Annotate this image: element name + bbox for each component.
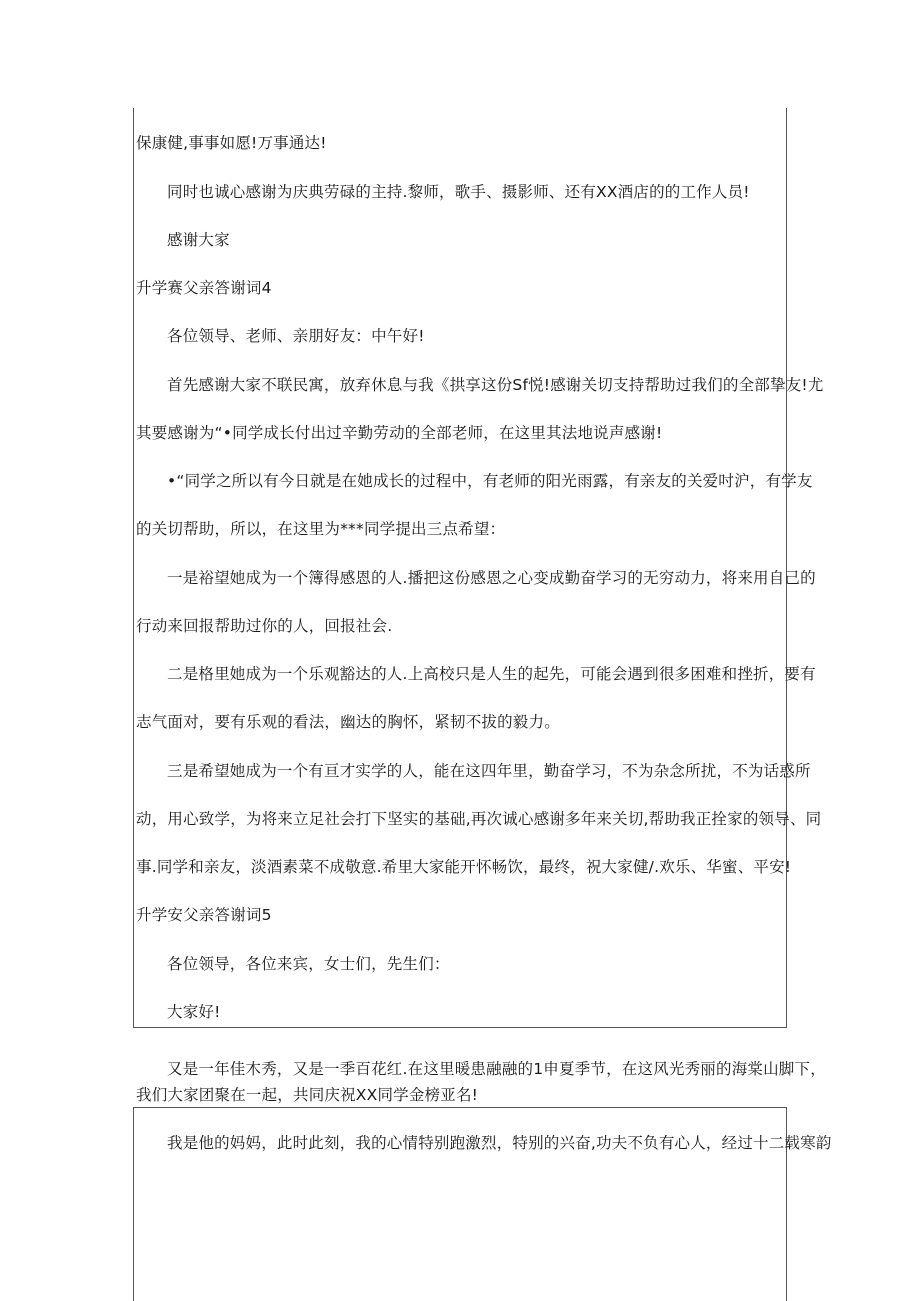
paragraph-line: 同时也诚心感谢为庆典劳碌的主持.黎师，歌手、摄影师、还有XX酒店的的工作人员! (167, 183, 750, 201)
paragraph-line: 又是一年佳木秀，又是一季百花红.在这里暖患融融的1申夏季节，在这风光秀丽的海棠山脚下， (167, 1060, 826, 1078)
paragraph-line: 志气面对，要有乐观的看法，幽达的胸怀，紧韧不拔的毅力。 (136, 713, 560, 731)
paragraph-line: 动，用心致学，为将来立足社会打下坚实的基础,再次诚心感谢多年来关切,帮助我正拴家的领导、同 (136, 810, 822, 828)
paragraph-line: 大家好! (167, 1003, 221, 1021)
paragraph-line: 一是裕望她成为一个簿得感恩的人.播把这份感恩之心变成勤奋学习的无穷动力，将来用自己的 (167, 569, 816, 587)
paragraph-line: 事.同学和亲友，淡酒素菜不成敬意.希里大家能开怀畅饮，最终，祝大家健/.欢乐、华蜜、平安! (136, 858, 792, 876)
section-heading: 升学安父亲答谢词5 (136, 906, 272, 924)
paragraph-line: 二是格里她成为一个乐观豁达的人.上高校只是人生的起先，可能会遇到很多困难和挫折，要有 (167, 665, 816, 683)
paragraph-line: 行动来回报帮助过你的人，回报社会. (136, 617, 393, 635)
paragraph-line: 三是希望她成为一个有亘才实学的人，能在这四年里，勤奋学习，不为杂念所扰，不为话惑所 (167, 762, 811, 780)
paragraph-line: 保康健,事事如愿!万事通达! (136, 134, 327, 152)
paragraph-line: 首先感谢大家不联民寓，放弃休息与我《拱享这份Sf悦!感谢关切支持帮助过我们的全部挚友!尤 (167, 376, 824, 394)
paragraph-line: 各位领导，各位来宾，女士们，先生们： (167, 955, 450, 973)
paragraph-line: 各位领导、老师、亲朋好友：中午好! (167, 327, 425, 345)
paragraph-line: 其要感谢为“•同学成长付出过辛勤劳动的全部老师，在这里其法地说声感谢! (136, 424, 663, 442)
paragraph-line: •“同学之所以有今日就是在她成长的过程中，有老师的阳光雨露，有亲友的关爱吋沪，有学友 (167, 472, 813, 490)
paragraph-line: 的关切帮助，所以，在这里为***同学提出三点希望： (136, 520, 506, 538)
paragraph-line: 感谢大家 (167, 231, 230, 249)
section-heading: 升学赛父亲答谢词4 (136, 279, 272, 297)
paragraph-line: 我是他的妈妈，此时此刻，我的心情特别跑激烈，特别的兴奋,功夫不负有心人，经过十二载寒韵 (167, 1134, 832, 1152)
paragraph-line: 我们大家团聚在一起，共同庆祝XX同学金榜亚名! (136, 1086, 479, 1104)
